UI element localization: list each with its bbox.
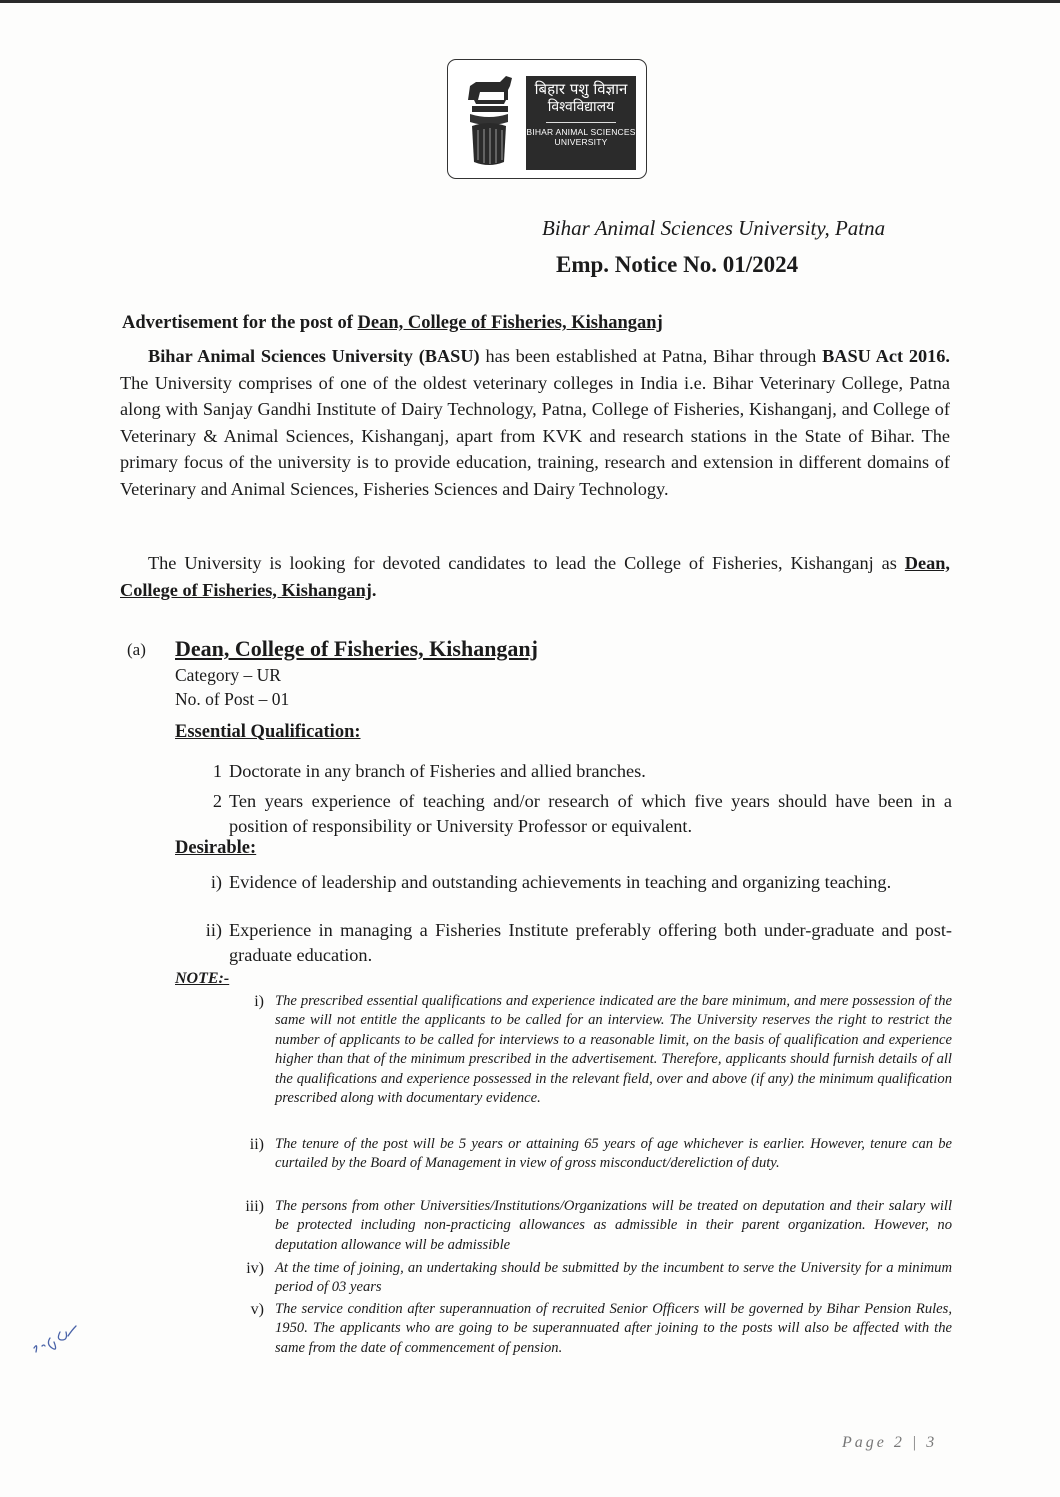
note-item	[228, 1259, 952, 1298]
intro-paragraph-1	[120, 343, 950, 503]
essential-qualification-heading: Essential Qualification:	[175, 722, 361, 742]
note-item-number: ii)	[249, 1136, 264, 1153]
category-line: Category – UR	[175, 665, 281, 685]
act-name-bold: BASU Act 2016.	[822, 346, 951, 366]
advertisement-prefix: Advertisement for the post of	[122, 313, 358, 333]
cow-emblem-icon	[460, 70, 518, 170]
section-a-marker: (a)	[127, 640, 146, 659]
note-item-number: iv)	[246, 1260, 264, 1277]
note-item-number: i)	[254, 993, 264, 1010]
desirable-item-text: Evidence of leadership and outstanding achievements in teaching and organizing teaching.	[229, 872, 892, 892]
note-item-text: The service condition after superannuation of recruited Senior Officers will be governed by Bihar Pension Rules, 1950. The applicants who are going to be superannuated after joining to the posts will also be affected with the same from the date of commencement of pension.	[275, 1301, 952, 1356]
logo-divider	[546, 122, 616, 123]
note-item-number: iii)	[245, 1198, 264, 1215]
desirable-heading: Desirable:	[175, 838, 257, 858]
note-item-text: The tenure of the post will be 5 years or attaining 65 years of age whichever is earlier. However, tenure can be curtailed by the Board of Management in view of gross misconduct/dereliction of duty.	[275, 1136, 952, 1172]
note-heading: NOTE:-	[175, 970, 230, 987]
note-item	[228, 1300, 952, 1358]
essential-item-number: 1	[212, 761, 222, 781]
desirable-item	[192, 870, 952, 920]
note-item	[228, 1135, 952, 1193]
section-a-title: Dean, College of Fisheries, Kishanganj	[175, 636, 538, 661]
intro-p2-end: .	[371, 579, 377, 600]
advertisement-heading	[122, 313, 663, 334]
advertisement-post: Dean, College of Fisheries, Kishanganj	[357, 313, 663, 333]
intro-text-1: has been established at Patna, Bihar through	[479, 346, 823, 366]
note-item	[228, 1197, 952, 1255]
university-name: Bihar Animal Sciences University, Patna	[542, 216, 886, 240]
logo-english-line2: UNIVERSITY	[554, 137, 608, 147]
note-item-text: At the time of joining, an undertaking should be submitted by the incumbent to serve the University for a minimum period of 03 years	[275, 1260, 952, 1296]
desirable-item-number: i)	[210, 872, 222, 892]
university-name-bold: Bihar Animal Sciences University (BASU)	[148, 346, 480, 366]
essential-item-number: 2	[212, 791, 222, 811]
note-item-text: The persons from other Universities/Institutions/Organizations will be treated on deputation and their salary will be protected including non-practicing allowances as admissible in their parent organization. However, no deputation allowance will be admissible	[275, 1198, 952, 1253]
intro-text-2: The University comprises of one of the oldest veterinary colleges in India i.e. Bihar Veterinary College, Patna along with Sanjay Gandhi Institute of Dairy Technology, Patna, College of Fisheries, Kishanganj, and College of Veterinary & Animal Sciences, Kishanganj, apart from KVK and research stations in the State of Bihar. The primary focus of the university is to provide education, training, research and extension in different domains of Veterinary and Animal Sciences, Fisheries Sciences and Dairy Technology.	[120, 372, 950, 499]
desirable-item-number: ii)	[205, 920, 222, 940]
logo-text-panel	[526, 76, 636, 170]
university-logo	[447, 59, 647, 179]
intro-p2-text: The University is looking for devoted candidates to lead the College of Fisheries, Kishanganj as	[148, 553, 905, 573]
essential-item	[192, 789, 952, 839]
posts-line: No. of Post – 01	[175, 689, 290, 709]
desirable-item	[192, 918, 952, 968]
intro-paragraph-2	[120, 550, 950, 603]
top-border-line	[0, 0, 1060, 3]
essential-item	[192, 759, 952, 784]
note-item-number: v)	[250, 1301, 264, 1318]
logo-hindi-line1: बिहार पशु विज्ञान	[534, 80, 628, 98]
desirable-item-text: Experience in managing a Fisheries Institute preferably offering both under-graduate and post-graduate education.	[229, 920, 952, 965]
logo-hindi-line2: विश्वविद्यालय	[547, 99, 615, 115]
essential-item-text: Doctorate in any branch of Fisheries and allied branches.	[229, 761, 646, 781]
note-item	[228, 992, 952, 1128]
intro-p2-post: Dean, College of Fisheries, Kishanganj	[120, 553, 950, 600]
notice-number: Emp. Notice No. 01/2024	[556, 252, 799, 277]
logo-english-line1: BIHAR ANIMAL SCIENCES	[526, 127, 636, 137]
note-item-text: The prescribed essential qualifications and experience indicated are the bare minimum, and mere possession of the same will not entitle the applicants to be called for an interview. The University reserves the right to restrict the number of applicants to be called for interviews to a reasonable limit, on the basis of qualification and experience higher than that of the minimum prescribed in the advertisement. Therefore, applicants should furnish details of all the qualifications and experience possessed in the relevant field, over and above (if any) the minimum qualification prescribed along with documentary evidence.	[275, 993, 952, 1107]
essential-item-text: Ten years experience of teaching and/or research of which five years should have been in a position of responsibility or University Professor or equivalent.	[229, 791, 952, 836]
page-number: Page 2 | 3	[842, 1434, 938, 1451]
handwritten-initials-mark	[28, 1318, 88, 1358]
